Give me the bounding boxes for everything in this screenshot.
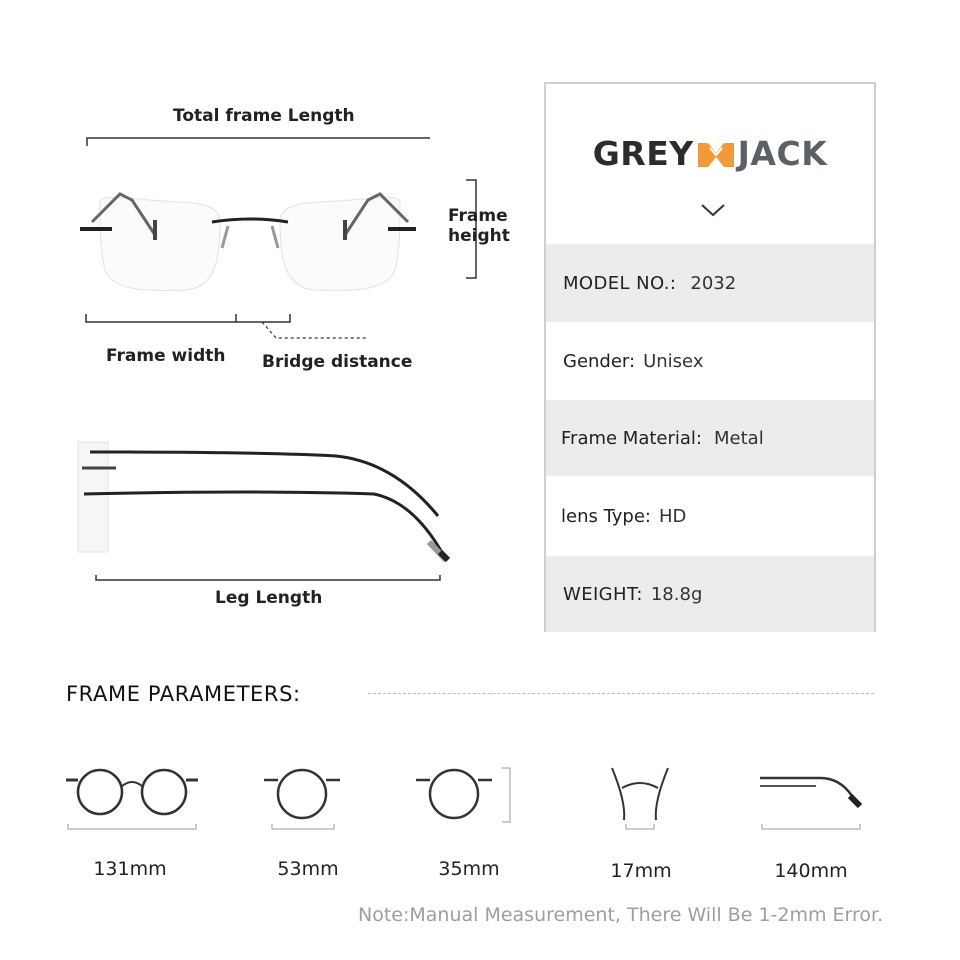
measurement-note: Note:Manual Measurement, There Will Be 1-2mm Error.: [358, 904, 884, 926]
spec-value: 18.8g: [650, 583, 703, 605]
spec-row-gender: [546, 322, 874, 400]
frame-width-label: Frame width: [106, 346, 226, 366]
width-bridge-brackets: [80, 310, 380, 350]
spec-row-model: [546, 244, 874, 322]
spec-key: MODEL NO.:: [563, 272, 677, 294]
param-value-leg-length: 140mm: [774, 860, 848, 882]
spec-key: lens Type:: [561, 505, 651, 527]
param-value-lens-height: 35mm: [438, 858, 500, 880]
param-value-bridge: 17mm: [610, 860, 672, 882]
spec-value: Metal: [714, 427, 764, 449]
param-bridge-icon: [604, 762, 676, 834]
chevron-down-icon: [700, 202, 726, 218]
side-view-diagram: [74, 432, 454, 587]
spec-value: 2032: [690, 272, 737, 294]
front-view-diagram: [70, 130, 430, 300]
param-lens-height-icon: [412, 762, 516, 834]
frame-parameters-title: FRAME PARAMETERS:: [66, 682, 301, 706]
param-value-total-length: 131mm: [93, 858, 167, 880]
spec-card: [544, 82, 876, 632]
param-total-length-icon: [62, 762, 202, 834]
spec-row-lens: [546, 476, 874, 556]
leg-length-label: Leg Length: [215, 588, 323, 608]
spec-row-weight: [546, 556, 874, 632]
left-lens: [100, 197, 220, 290]
brand-mark-icon: [696, 139, 736, 169]
right-lens: [280, 197, 400, 290]
brand-logo: [546, 134, 874, 173]
spec-key: Frame Material:: [561, 427, 702, 449]
spec-value: HD: [659, 505, 687, 527]
brand-name-right: JACK: [737, 134, 828, 173]
total-frame-length-label: Total frame Length: [173, 106, 355, 126]
spec-value: Unisex: [643, 350, 704, 372]
brand-header: [546, 84, 874, 246]
divider: [368, 693, 874, 694]
bridge-distance-label: Bridge distance: [262, 352, 413, 372]
frame-height-label: [448, 206, 510, 246]
total-length-bracket: [87, 138, 430, 146]
param-leg-length-icon: [756, 766, 866, 834]
spec-key: WEIGHT:: [563, 583, 643, 605]
bridge: [212, 219, 288, 222]
frame-height-text: Frame height: [448, 206, 510, 246]
spec-row-material: [546, 400, 874, 476]
param-lens-width-icon: [262, 762, 352, 834]
brand-name-left: GREY: [592, 134, 694, 173]
spec-key: Gender:: [563, 350, 636, 372]
param-value-lens-width: 53mm: [277, 858, 339, 880]
